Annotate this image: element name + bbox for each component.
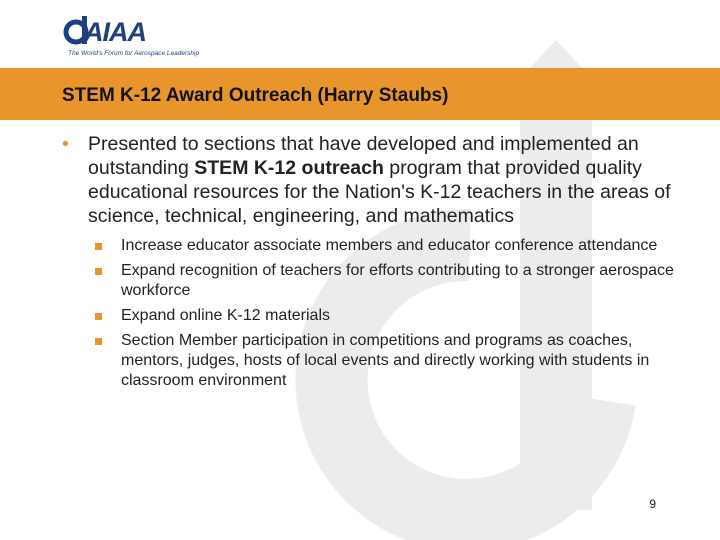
title-bar xyxy=(0,68,720,120)
slide-content xyxy=(62,132,682,396)
sub-bullet-text: Section Member participation in competitions and programs as coaches, mentors, judges, hosts of local events and directly working with students in classroom environment xyxy=(121,332,650,389)
slide-title: STEM K-12 Award Outreach (Harry Staubs) xyxy=(62,85,449,106)
logo-text: AIAA xyxy=(84,17,146,47)
sub-bullet xyxy=(95,331,682,391)
square-bullet-icon xyxy=(95,338,102,345)
square-bullet-icon xyxy=(95,243,102,250)
page-number: 9 xyxy=(649,497,656,511)
logo-tagline: The World's Forum for Aerospace Leadership xyxy=(68,50,200,57)
sub-bullet-list xyxy=(62,236,682,391)
square-bullet-icon xyxy=(95,268,102,275)
main-bullet-text-before: Presented to sections that have developed and implemented an outstanding xyxy=(88,133,639,179)
sub-bullet xyxy=(95,236,682,256)
square-bullet-icon xyxy=(95,313,102,320)
bullet-dot-icon: • xyxy=(62,133,69,155)
sub-bullet-text: Expand recognition of teachers for efforts contributing to a stronger aerospace workforce xyxy=(121,262,674,299)
sub-bullet-text: Increase educator associate members and educator conference attendance xyxy=(121,237,658,254)
sub-bullet xyxy=(95,306,682,326)
sub-bullet xyxy=(95,261,682,301)
sub-bullet-text: Expand online K-12 materials xyxy=(121,307,331,324)
main-bullet xyxy=(62,132,682,228)
main-bullet-bold: STEM K-12 outreach xyxy=(194,157,384,179)
main-bullet-text-after: program that provided quality educational resources for the Nation's K-12 teachers in the areas of science, technical, engineering, and mathematics xyxy=(88,157,671,227)
aiaa-logo xyxy=(62,14,200,58)
